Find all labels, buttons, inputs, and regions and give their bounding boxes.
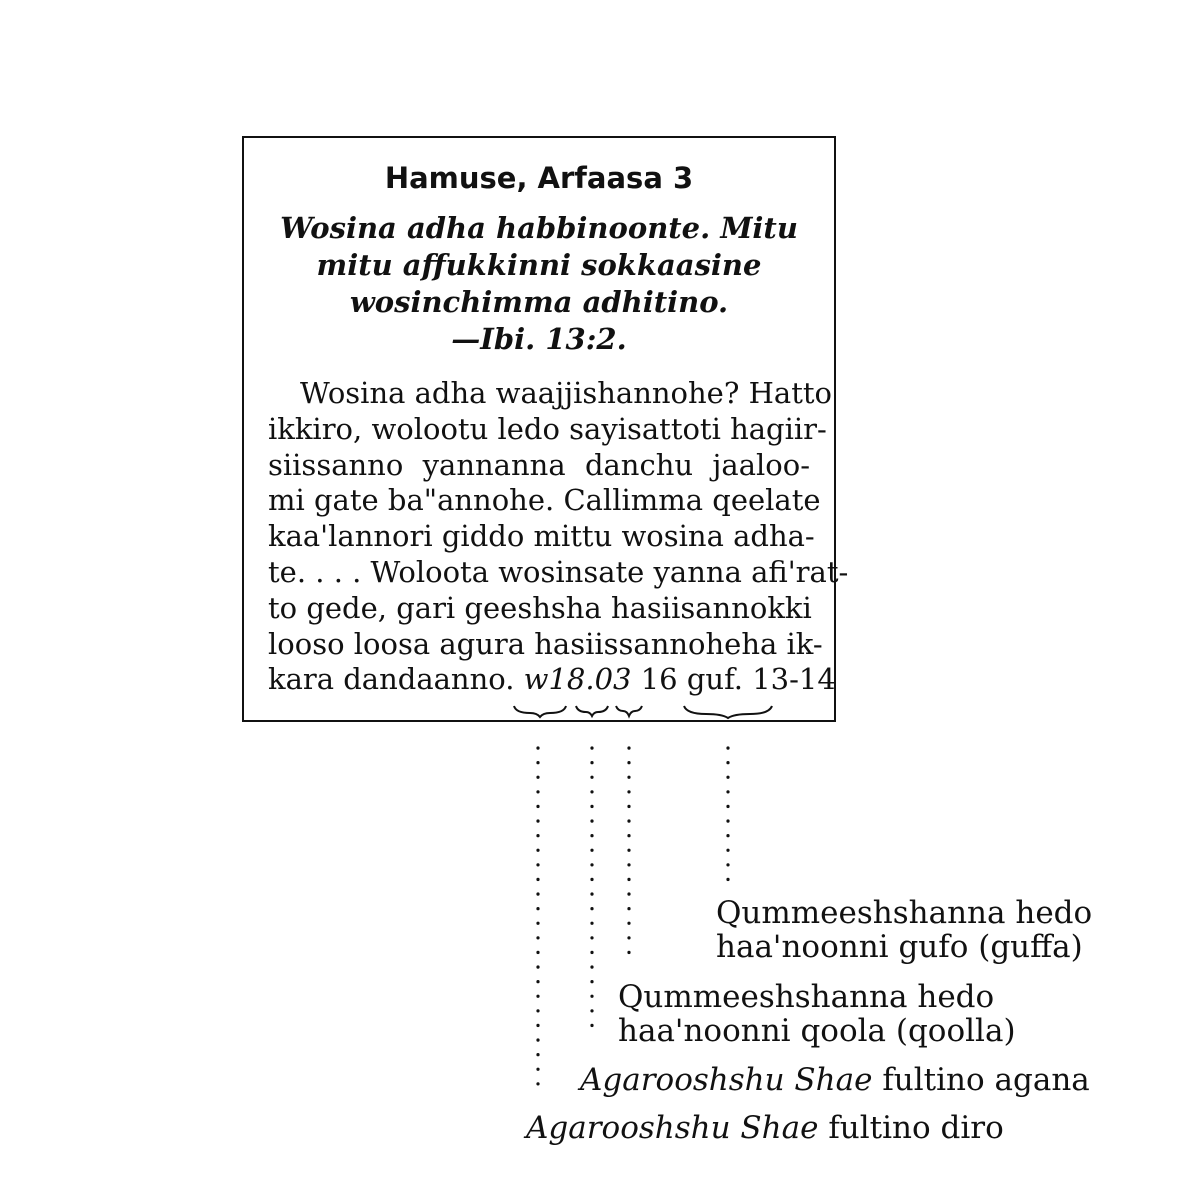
scripture-line: Wosina adha habbinoonte. Mitu: [280, 211, 798, 245]
body-line: mi gate ba"annohe. Callimma qeelate: [268, 483, 821, 518]
scripture-citation: —Ibi. 13:2.: [451, 322, 627, 356]
scripture-line: mitu affukkinni sokkaasine: [316, 248, 762, 282]
label-issue: Agarooshshu Shae fultino agana: [580, 1062, 1090, 1098]
body-line: to gede, gari geeshsha hasiisannokki: [268, 590, 812, 625]
body-line: te. . . . Woloota wosinsate yanna afi'rat-: [268, 554, 849, 589]
label-year: Agarooshshu Shae fultino diro: [526, 1110, 1004, 1146]
label-paragraphs: Qummeeshshanna hedo haa'noonni gufo (guffa): [716, 895, 1093, 965]
reference-paragraphs: guf. 13-14: [686, 662, 836, 697]
body-line: siissanno yannanna danchu jaaloo-: [268, 447, 810, 482]
reference-page: 16: [640, 662, 678, 697]
reference-publication: w18.03: [523, 662, 632, 697]
body-line: kaa'lannori giddo mittu wosina adha-: [268, 519, 815, 554]
date-title: Hamuse, Arfaasa 3: [384, 161, 694, 195]
body-line: ikkiro, wolootu ledo sayisattoti hagiir-: [268, 411, 827, 446]
body-last-text: kara dandaanno.: [268, 662, 515, 697]
body-line: Wosina adha waajjishannohe? Hatto: [300, 376, 832, 410]
body-line: looso loosa agura hasiissannoheha ik-: [268, 626, 823, 661]
scripture-line: wosinchimma adhitino.: [349, 285, 729, 319]
label-page: Qummeeshshanna hedo haa'noonni qoola (qoolla): [618, 979, 1016, 1049]
